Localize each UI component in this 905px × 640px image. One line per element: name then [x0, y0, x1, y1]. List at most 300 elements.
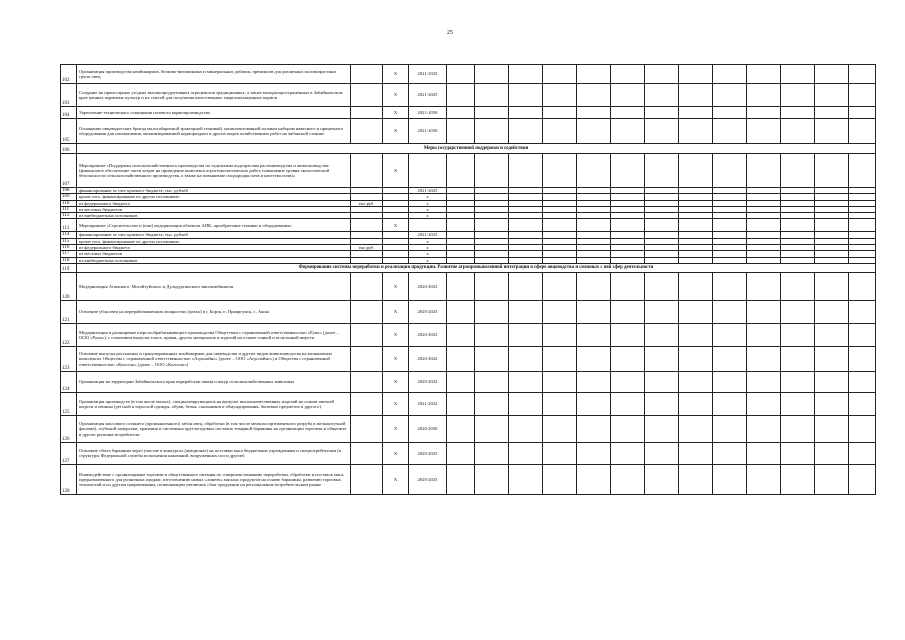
empty-cell	[509, 346, 543, 371]
empty-cell	[781, 392, 815, 415]
row-number: 115	[61, 238, 77, 244]
empty-cell	[679, 323, 713, 346]
empty-cell	[509, 371, 543, 392]
mark-cell: Х	[383, 392, 409, 415]
empty-cell	[611, 84, 645, 107]
empty-cell	[713, 464, 747, 494]
empty-cell	[747, 392, 781, 415]
empty-cell	[815, 219, 849, 232]
empty-cell	[577, 119, 611, 144]
empty-cell	[577, 219, 611, 232]
row-number: 104	[61, 107, 77, 119]
table-row	[61, 323, 876, 346]
empty-cell	[713, 442, 747, 464]
unit-cell	[351, 464, 383, 494]
empty-cell	[645, 442, 679, 464]
empty-cell	[679, 415, 713, 442]
empty-cell	[509, 323, 543, 346]
row-number: 106	[61, 144, 77, 154]
empty-cell	[509, 65, 543, 84]
unit-cell	[351, 415, 383, 442]
empty-cell	[645, 154, 679, 188]
empty-cell	[509, 107, 543, 119]
empty-cell	[645, 415, 679, 442]
empty-cell	[781, 107, 815, 119]
empty-cell	[577, 65, 611, 84]
empty-cell	[747, 84, 781, 107]
empty-cell	[611, 392, 645, 415]
row-number: 109	[61, 194, 77, 200]
empty-cell	[475, 272, 509, 300]
period-cell: х	[409, 200, 447, 206]
empty-cell	[781, 219, 815, 232]
empty-cell	[645, 65, 679, 84]
period-cell: х	[409, 213, 447, 219]
empty-cell	[713, 119, 747, 144]
empty-cell	[611, 464, 645, 494]
empty-cell	[611, 272, 645, 300]
measure-text: Оснащение овцеводческих бригад малогабаритной тракторной техникой, укомплектованной полным набором навесного и прицепного оборудования для сенокошения, механизированной кормораздачи и других видов хозяйственных работ на чабанской стоянке	[77, 119, 351, 144]
unit-cell	[351, 219, 383, 232]
table-row	[61, 464, 876, 494]
period-cell: 2021-2025	[409, 232, 447, 238]
empty-cell	[543, 346, 577, 371]
empty-cell	[849, 392, 876, 415]
mark-cell: Х	[383, 119, 409, 144]
empty-cell	[781, 84, 815, 107]
mark-cell: Х	[383, 107, 409, 119]
period-cell: 2020-2030	[409, 415, 447, 442]
empty-cell	[781, 346, 815, 371]
empty-cell	[611, 65, 645, 84]
unit-cell	[351, 119, 383, 144]
empty-cell	[679, 119, 713, 144]
empty-cell	[447, 392, 475, 415]
empty-cell	[713, 107, 747, 119]
empty-cell	[447, 84, 475, 107]
empty-cell	[849, 415, 876, 442]
measure-text: из внебюджетных источников	[77, 257, 351, 263]
empty-cell	[747, 272, 781, 300]
row-number: 105	[61, 119, 77, 144]
empty-cell	[849, 154, 876, 188]
measure-text: Укрепление технического оснащения полевого кормопроизводства	[77, 107, 351, 119]
period-cell	[409, 219, 447, 232]
measure-text: Организация производства комбикормов, белково-витаминных и минеральных добавок, премиксов для различных половозрастных групп овец	[77, 65, 351, 84]
row-number: 123	[61, 346, 77, 371]
period-cell: х	[409, 257, 447, 263]
empty-cell	[577, 84, 611, 107]
empty-cell	[611, 442, 645, 464]
unit-cell	[351, 323, 383, 346]
measure-text: финансирование за счет краевого бюджета, тыс. рублей	[77, 188, 351, 194]
empty-cell	[475, 323, 509, 346]
empty-cell	[645, 107, 679, 119]
unit-cell	[351, 84, 383, 107]
empty-cell	[815, 464, 849, 494]
empty-cell	[679, 392, 713, 415]
empty-cell	[747, 65, 781, 84]
table-row	[61, 272, 876, 300]
empty-cell	[781, 464, 815, 494]
row-number: 111	[61, 206, 77, 212]
empty-cell	[679, 219, 713, 232]
empty-cell	[747, 346, 781, 371]
empty-cell	[645, 323, 679, 346]
empty-cell	[509, 415, 543, 442]
measure-text: из федерального бюджета	[77, 200, 351, 206]
measures-table	[60, 64, 876, 495]
empty-cell	[679, 464, 713, 494]
unit-cell	[351, 371, 383, 392]
empty-cell	[475, 415, 509, 442]
empty-cell	[611, 371, 645, 392]
empty-cell	[509, 442, 543, 464]
empty-cell	[447, 346, 475, 371]
empty-cell	[679, 84, 713, 107]
table-row	[61, 415, 876, 442]
empty-cell	[747, 119, 781, 144]
empty-cell	[475, 154, 509, 188]
period-cell: 2021-2025	[409, 84, 447, 107]
empty-cell	[747, 323, 781, 346]
empty-cell	[577, 392, 611, 415]
empty-cell	[713, 371, 747, 392]
empty-cell	[577, 154, 611, 188]
empty-cell	[543, 119, 577, 144]
unit-cell	[351, 107, 383, 119]
measure-text: финансирование за счет краевого бюджета, тыс. рублей	[77, 232, 351, 238]
empty-cell	[577, 415, 611, 442]
mark-cell: Х	[383, 464, 409, 494]
empty-cell	[611, 415, 645, 442]
empty-cell	[713, 300, 747, 323]
row-number: 108	[61, 188, 77, 194]
empty-cell	[611, 219, 645, 232]
empty-cell	[543, 65, 577, 84]
period-cell: 2020-2022	[409, 346, 447, 371]
empty-cell	[781, 442, 815, 464]
mark-cell: Х	[383, 442, 409, 464]
table-row	[61, 84, 876, 107]
table-row	[61, 65, 876, 84]
empty-cell	[645, 392, 679, 415]
empty-cell	[849, 84, 876, 107]
measure-text: Организация производств (в том числе малых), специализирующихся на выпуске высококачественных изделий на основе овечьей шерсти и овчины (детской и взрослой одежды, обуви, белья, спальников и обмундирования, бытовых предметов и другого)	[77, 392, 351, 415]
unit-cell	[351, 442, 383, 464]
empty-cell	[645, 272, 679, 300]
empty-cell	[747, 371, 781, 392]
empty-cell	[815, 272, 849, 300]
empty-cell	[679, 272, 713, 300]
period-cell: х	[409, 194, 447, 200]
period-cell: 2021-2025	[409, 188, 447, 194]
measure-text: из федерального бюджета	[77, 245, 351, 251]
empty-cell	[611, 300, 645, 323]
empty-cell	[747, 300, 781, 323]
row-number: 124	[61, 371, 77, 392]
empty-cell	[747, 154, 781, 188]
mark-cell: Х	[383, 272, 409, 300]
empty-cell	[475, 346, 509, 371]
empty-cell	[611, 107, 645, 119]
row-number: 112	[61, 213, 77, 219]
empty-cell	[679, 107, 713, 119]
empty-cell	[713, 415, 747, 442]
empty-cell	[543, 464, 577, 494]
empty-cell	[543, 107, 577, 119]
empty-cell	[447, 323, 475, 346]
empty-cell	[447, 371, 475, 392]
empty-cell	[815, 442, 849, 464]
empty-cell	[747, 442, 781, 464]
measure-text: из местных бюджетов	[77, 251, 351, 257]
empty-cell	[679, 154, 713, 188]
empty-cell	[679, 442, 713, 464]
empty-cell	[781, 65, 815, 84]
mark-cell: Х	[383, 323, 409, 346]
unit-cell	[351, 272, 383, 300]
empty-cell	[781, 154, 815, 188]
row-number: 103	[61, 84, 77, 107]
period-cell: 2020-2023	[409, 323, 447, 346]
empty-cell	[611, 346, 645, 371]
period-cell: х	[409, 251, 447, 257]
table-row	[61, 154, 876, 188]
empty-cell	[713, 392, 747, 415]
empty-cell	[815, 84, 849, 107]
empty-cell	[645, 219, 679, 232]
empty-cell	[849, 442, 876, 464]
empty-cell	[713, 65, 747, 84]
period-cell: х	[409, 245, 447, 251]
period-cell: 2021-2030	[409, 107, 447, 119]
row-number: 110	[61, 200, 77, 206]
mark-cell: Х	[383, 219, 409, 232]
empty-cell	[475, 371, 509, 392]
period-cell: 2020-2023	[409, 272, 447, 300]
empty-cell	[577, 323, 611, 346]
measure-text: кроме того, финансирование из других источников:	[77, 194, 351, 200]
unit-cell	[351, 65, 383, 84]
empty-cell	[713, 84, 747, 107]
period-cell: 2021-2025	[409, 65, 447, 84]
period-cell: 2020-2025	[409, 464, 447, 494]
empty-cell	[475, 300, 509, 323]
empty-cell	[747, 219, 781, 232]
measure-text: Освоение выпуска рассыпных и гранулированных комбикормов для овцеводства и других видов животноводства на мельничных комплексах Общества с ограниченной ответственностью «Агролайнс» (далее – ООО «Агролайнс») и Общества с ограниченной ответственностью «Колосок» (далее – ООО «Колосок»)	[77, 346, 351, 371]
measure-text: Взаимодействие с организациями торговли и общественного питания по совершенствованию переработки, обработки и поставок мяса, предназначенного для розничных продаж; изготовлению новых «линеек» мясных продуктов на основе баранины, развитию торговых технологий и по другим направлениям, позволяющим увеличить сбыт продукции на региональном потребительском рынке	[77, 464, 351, 494]
empty-cell	[781, 272, 815, 300]
empty-cell	[679, 346, 713, 371]
measure-text: Мероприятие «Поддержка сельскохозяйственного производства по отдельным подотраслям растениеводства и животноводства (финансовое обеспечение части затрат на проведение комплекса агротехнологических работ, повышение уровня экологической безопасности сельскохозяйственного производства, а также на повышение плодородия почв и качества почв)»	[77, 154, 351, 188]
row-number: 126	[61, 415, 77, 442]
empty-cell	[849, 323, 876, 346]
empty-cell	[713, 323, 747, 346]
row-number: 122	[61, 323, 77, 346]
period-cell: х	[409, 206, 447, 212]
measure-text: Организация массового осеннего (промышленного) забоя овец, обработки (в том числе мелкоассортиментного разруба в мелкоштучной фасовке), глубокой заморозки, хранения и системных круглогодовых поставок товарной баранины на организации торговли и общепита в другие регионы-потребители	[77, 415, 351, 442]
table-row	[61, 300, 876, 323]
period-cell: 2021-2030	[409, 119, 447, 144]
row-number: 120	[61, 272, 77, 300]
period-cell: 2021-2022	[409, 392, 447, 415]
mark-cell: Х	[383, 65, 409, 84]
measure-text: Создание на прииссарных угодьях высокопродуктивных агроценозов традиционных, а также малораспространенных в Забайкальском крае ценных кормовых культур и их смесей для получения качественных энергонасыщенных кормов	[77, 84, 351, 107]
measure-text: Модернизация и расширение шерстообрабатывающего производства Обществом с ограниченной ответственностью «Руно» (далее – ООО «Руно»), с освоением выпуска топса, пряжи, других материалов и изделий на основе тонкой и полутонкой шерсти	[77, 323, 351, 346]
empty-cell	[713, 272, 747, 300]
empty-cell	[509, 464, 543, 494]
empty-cell	[815, 392, 849, 415]
unit-cell	[351, 300, 383, 323]
empty-cell	[645, 346, 679, 371]
empty-cell	[849, 107, 876, 119]
empty-cell	[447, 65, 475, 84]
empty-cell	[849, 371, 876, 392]
empty-cell	[475, 392, 509, 415]
empty-cell	[815, 415, 849, 442]
empty-cell	[509, 392, 543, 415]
empty-cell	[577, 371, 611, 392]
empty-cell	[747, 464, 781, 494]
measure-text: Освоение сбыта баранины через участие в конкурсах (аукционах) на поставки мяса бюджетным учреждениям и спецпотребителям (в структуры Федеральной службы исполнения наказаний, вооруженных сил и другие)	[77, 442, 351, 464]
period-cell: 2020-2023	[409, 300, 447, 323]
empty-cell	[475, 84, 509, 107]
section-title: Меры государственной поддержки и содействия	[77, 144, 876, 154]
section-row	[61, 263, 876, 272]
unit-cell: тыс.руб.	[351, 200, 383, 206]
empty-cell	[475, 442, 509, 464]
empty-cell	[747, 415, 781, 442]
row-number: 121	[61, 300, 77, 323]
row-number: 102	[61, 65, 77, 84]
empty-cell	[815, 154, 849, 188]
empty-cell	[815, 107, 849, 119]
measure-text: из внебюджетных источников	[77, 213, 351, 219]
empty-cell	[543, 392, 577, 415]
empty-cell	[645, 464, 679, 494]
empty-cell	[849, 464, 876, 494]
table-row	[61, 346, 876, 371]
mark-cell: Х	[383, 415, 409, 442]
empty-cell	[509, 272, 543, 300]
row-number: 118	[61, 257, 77, 263]
empty-cell	[447, 107, 475, 119]
unit-cell	[351, 346, 383, 371]
empty-cell	[475, 65, 509, 84]
empty-cell	[815, 323, 849, 346]
empty-cell	[849, 219, 876, 232]
empty-cell	[577, 300, 611, 323]
measure-text: кроме того, финансирование из других источников:	[77, 238, 351, 244]
empty-cell	[849, 65, 876, 84]
empty-cell	[781, 323, 815, 346]
empty-cell	[543, 84, 577, 107]
empty-cell	[815, 371, 849, 392]
page-number: 25	[447, 30, 453, 36]
empty-cell	[543, 415, 577, 442]
empty-cell	[577, 107, 611, 119]
empty-cell	[679, 300, 713, 323]
mark-cell: Х	[383, 84, 409, 107]
unit-cell: тыс.руб.	[351, 245, 383, 251]
empty-cell	[577, 464, 611, 494]
empty-cell	[645, 84, 679, 107]
empty-cell	[543, 219, 577, 232]
empty-cell	[447, 219, 475, 232]
row-number: 114	[61, 232, 77, 238]
table-row	[61, 442, 876, 464]
unit-cell	[351, 154, 383, 188]
empty-cell	[849, 272, 876, 300]
mark-cell: Х	[383, 154, 409, 188]
empty-cell	[509, 154, 543, 188]
row-number: 113	[61, 219, 77, 232]
empty-cell	[509, 300, 543, 323]
table-row	[61, 107, 876, 119]
measure-text: из местных бюджетов	[77, 206, 351, 212]
empty-cell	[645, 371, 679, 392]
empty-cell	[475, 219, 509, 232]
empty-cell	[577, 272, 611, 300]
empty-cell	[577, 346, 611, 371]
table-row	[61, 371, 876, 392]
period-cell	[409, 154, 447, 188]
empty-cell	[447, 272, 475, 300]
row-number: 116	[61, 245, 77, 251]
empty-cell	[509, 119, 543, 144]
mark-cell: Х	[383, 300, 409, 323]
empty-cell	[645, 300, 679, 323]
empty-cell	[447, 119, 475, 144]
empty-cell	[543, 323, 577, 346]
empty-cell	[781, 415, 815, 442]
empty-cell	[781, 371, 815, 392]
empty-cell	[781, 119, 815, 144]
empty-cell	[713, 154, 747, 188]
empty-cell	[781, 300, 815, 323]
period-cell: 2020-2022	[409, 371, 447, 392]
empty-cell	[611, 119, 645, 144]
empty-cell	[815, 300, 849, 323]
empty-cell	[815, 346, 849, 371]
empty-cell	[577, 442, 611, 464]
row-number: 119	[61, 263, 77, 272]
empty-cell	[815, 119, 849, 144]
empty-cell	[543, 300, 577, 323]
row-number: 127	[61, 442, 77, 464]
empty-cell	[543, 154, 577, 188]
row-number: 125	[61, 392, 77, 415]
empty-cell	[447, 415, 475, 442]
section-title: Формирование системы переработки и реализации продукции. Развитие агропромышленной интеграции в сфере овцеводства и смежных с ней сфер деятельности	[77, 263, 876, 272]
empty-cell	[475, 464, 509, 494]
empty-cell	[543, 442, 577, 464]
empty-cell	[475, 107, 509, 119]
empty-cell	[713, 346, 747, 371]
row-number: 117	[61, 251, 77, 257]
period-cell: х	[409, 238, 447, 244]
empty-cell	[509, 219, 543, 232]
measure-text: Модернизация Агинского, Могойтуйского и Дульдургинского мясокомбинатов	[77, 272, 351, 300]
row-number: 128	[61, 464, 77, 494]
empty-cell	[611, 154, 645, 188]
measure-text: Мероприятие «Строительство и (или) модернизация объектов АПК, приобретение техники и оборудования»	[77, 219, 351, 232]
empty-cell	[543, 371, 577, 392]
measure-text: Организация на территории Забайкальского края переработки овчин и шкур сельскохозяйственных животных	[77, 371, 351, 392]
empty-cell	[447, 300, 475, 323]
empty-cell	[543, 272, 577, 300]
